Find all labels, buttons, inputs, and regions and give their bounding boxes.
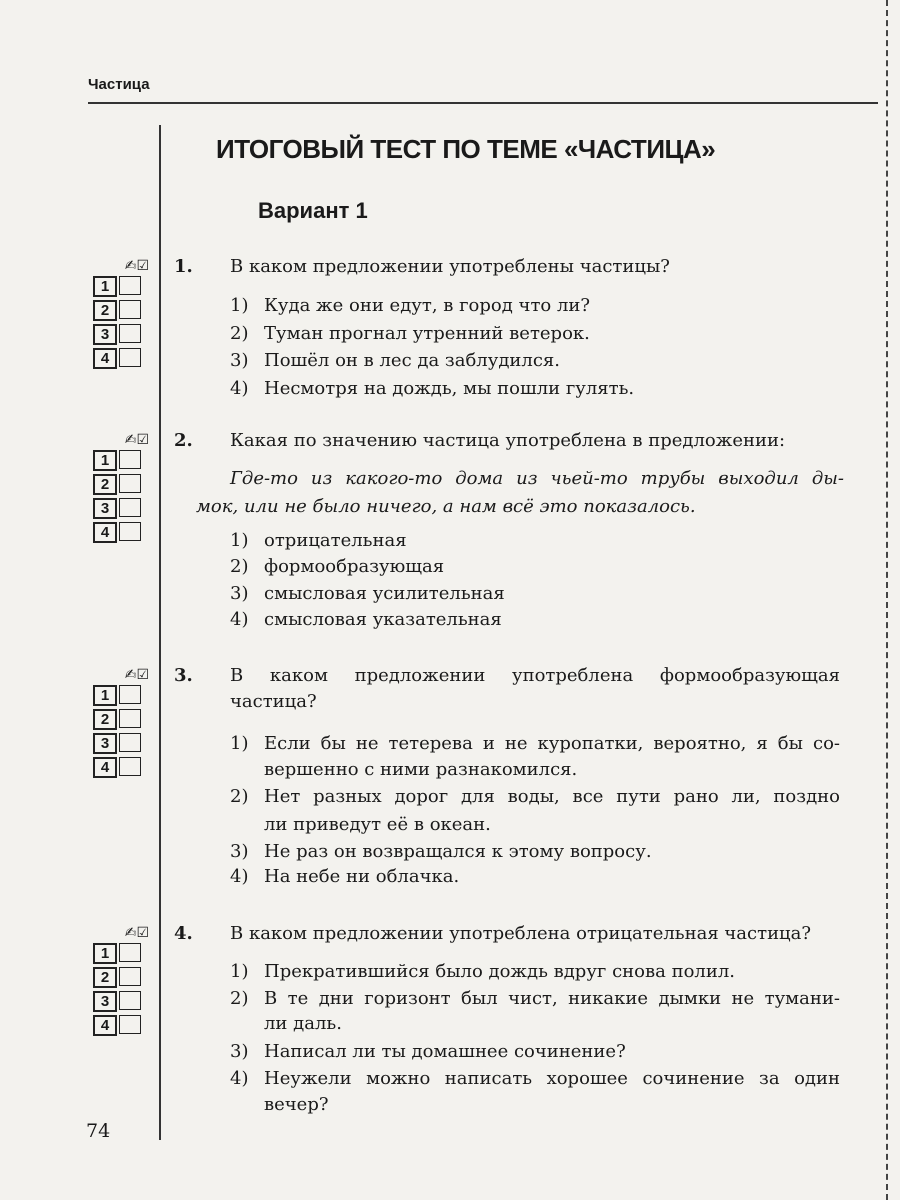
option-text: отрицательная bbox=[264, 530, 407, 551]
answer-checkbox[interactable] bbox=[119, 348, 141, 367]
answer-label: 2 bbox=[93, 300, 117, 321]
answer-checkbox[interactable] bbox=[119, 300, 141, 319]
option-text: Куда же они едут, в город что ли? bbox=[264, 295, 591, 316]
page-number: 74 bbox=[86, 1120, 111, 1142]
option-text: На небе ни облачка. bbox=[264, 866, 460, 887]
pen-checkbox-icon: ✍☑ bbox=[124, 925, 149, 941]
option-number: 4) bbox=[230, 378, 249, 399]
answer-label: 2 bbox=[93, 709, 117, 730]
option-number: 2) bbox=[230, 323, 249, 344]
option-number: 2) bbox=[230, 786, 249, 807]
option-text: Неужели можно написать хорошее сочинение за один bbox=[264, 1068, 840, 1089]
answer-label: 1 bbox=[93, 276, 117, 297]
option-number: 3) bbox=[230, 350, 249, 371]
question-text: В каком предложении употреблена отрицательная частица? bbox=[230, 923, 812, 944]
quoted-sentence: мок, или не было ничего, а нам всё это показалось. bbox=[196, 496, 696, 517]
answer-checkbox[interactable] bbox=[119, 943, 141, 962]
quoted-sentence: Где-то из какого-то дома из чьей-то трубы выходил ды- bbox=[230, 468, 844, 489]
answer-checkbox[interactable] bbox=[119, 474, 141, 493]
question-text: В каком предложении употреблены частицы? bbox=[230, 256, 670, 277]
option-number: 3) bbox=[230, 583, 249, 604]
margin-line bbox=[159, 125, 161, 1140]
option-number: 3) bbox=[230, 1041, 249, 1062]
question-text: частица? bbox=[230, 691, 317, 712]
answer-checkbox[interactable] bbox=[119, 1015, 141, 1034]
answer-label: 2 bbox=[93, 474, 117, 495]
answer-label: 4 bbox=[93, 522, 117, 543]
answer-checkbox[interactable] bbox=[119, 757, 141, 776]
answer-box bbox=[93, 432, 149, 546]
option-number: 1) bbox=[230, 295, 249, 316]
option-number: 2) bbox=[230, 988, 249, 1009]
answer-checkbox[interactable] bbox=[119, 498, 141, 517]
option-text: Написал ли ты домашнее сочинение? bbox=[264, 1041, 626, 1062]
option-number: 1) bbox=[230, 961, 249, 982]
option-text: смысловая указательная bbox=[264, 609, 502, 630]
answer-label: 2 bbox=[93, 967, 117, 988]
option-text: вечер? bbox=[264, 1094, 329, 1115]
answer-label: 3 bbox=[93, 324, 117, 345]
answer-checkbox[interactable] bbox=[119, 685, 141, 704]
answer-label: 3 bbox=[93, 991, 117, 1012]
answer-checkbox[interactable] bbox=[119, 967, 141, 986]
option-text: ли приведут её в океан. bbox=[264, 814, 491, 835]
option-text: Несмотря на дождь, мы пошли гулять. bbox=[264, 378, 635, 399]
option-text: Пошёл он в лес да заблудился. bbox=[264, 350, 560, 371]
pen-checkbox-icon: ✍☑ bbox=[124, 258, 149, 274]
answer-label: 1 bbox=[93, 450, 117, 471]
question-text: В каком предложении употреблена формообразующая bbox=[230, 665, 840, 686]
answer-box bbox=[93, 258, 149, 372]
option-text: В те дни горизонт был чист, никакие дымки не тумани- bbox=[264, 988, 840, 1009]
option-text: Нет разных дорог для воды, все пути рано ли, поздно bbox=[264, 786, 840, 807]
option-text: ли даль. bbox=[264, 1013, 342, 1034]
answer-label: 4 bbox=[93, 1015, 117, 1036]
option-number: 4) bbox=[230, 609, 249, 630]
variant-heading: Вариант 1 bbox=[258, 198, 368, 223]
question-number: 1. bbox=[174, 256, 193, 277]
answer-label: 1 bbox=[93, 943, 117, 964]
answer-checkbox[interactable] bbox=[119, 733, 141, 752]
question-number: 2. bbox=[174, 430, 193, 451]
page-title: ИТОГОВЫЙ ТЕСТ ПО ТЕМЕ «ЧАСТИЦА» bbox=[216, 134, 716, 164]
answer-label: 3 bbox=[93, 498, 117, 519]
answer-checkbox[interactable] bbox=[119, 324, 141, 343]
question-number: 3. bbox=[174, 665, 193, 686]
option-text: Прекратившийся было дождь вдруг снова полил. bbox=[264, 961, 735, 982]
answer-checkbox[interactable] bbox=[119, 991, 141, 1010]
option-number: 2) bbox=[230, 556, 249, 577]
option-text: смысловая усилительная bbox=[264, 583, 505, 604]
answer-checkbox[interactable] bbox=[119, 709, 141, 728]
pen-checkbox-icon: ✍☑ bbox=[124, 432, 149, 448]
answer-label: 4 bbox=[93, 348, 117, 369]
option-text: Если бы не тетерева и не куропатки, вероятно, я бы со- bbox=[264, 733, 840, 754]
option-text: Не раз он возвращался к этому вопросу. bbox=[264, 841, 652, 862]
running-header: Частица bbox=[88, 76, 150, 93]
option-number: 3) bbox=[230, 841, 249, 862]
pen-checkbox-icon: ✍☑ bbox=[124, 667, 149, 683]
option-number: 1) bbox=[230, 530, 249, 551]
header-rule bbox=[88, 102, 878, 104]
option-number: 1) bbox=[230, 733, 249, 754]
question-text: Какая по значению частица употреблена в предложении: bbox=[230, 430, 786, 451]
option-number: 4) bbox=[230, 1068, 249, 1089]
answer-label: 4 bbox=[93, 757, 117, 778]
answer-label: 1 bbox=[93, 685, 117, 706]
option-text: формообразующая bbox=[264, 556, 445, 577]
cut-line bbox=[886, 0, 888, 1200]
option-text: Туман прогнал утренний ветерок. bbox=[264, 323, 590, 344]
option-number: 4) bbox=[230, 866, 249, 887]
answer-box bbox=[93, 667, 149, 781]
question-number: 4. bbox=[174, 923, 193, 944]
answer-checkbox[interactable] bbox=[119, 522, 141, 541]
answer-checkbox[interactable] bbox=[119, 276, 141, 295]
answer-box bbox=[93, 925, 149, 1039]
answer-checkbox[interactable] bbox=[119, 450, 141, 469]
option-text: вершенно с ними разнакомился. bbox=[264, 759, 578, 780]
answer-label: 3 bbox=[93, 733, 117, 754]
